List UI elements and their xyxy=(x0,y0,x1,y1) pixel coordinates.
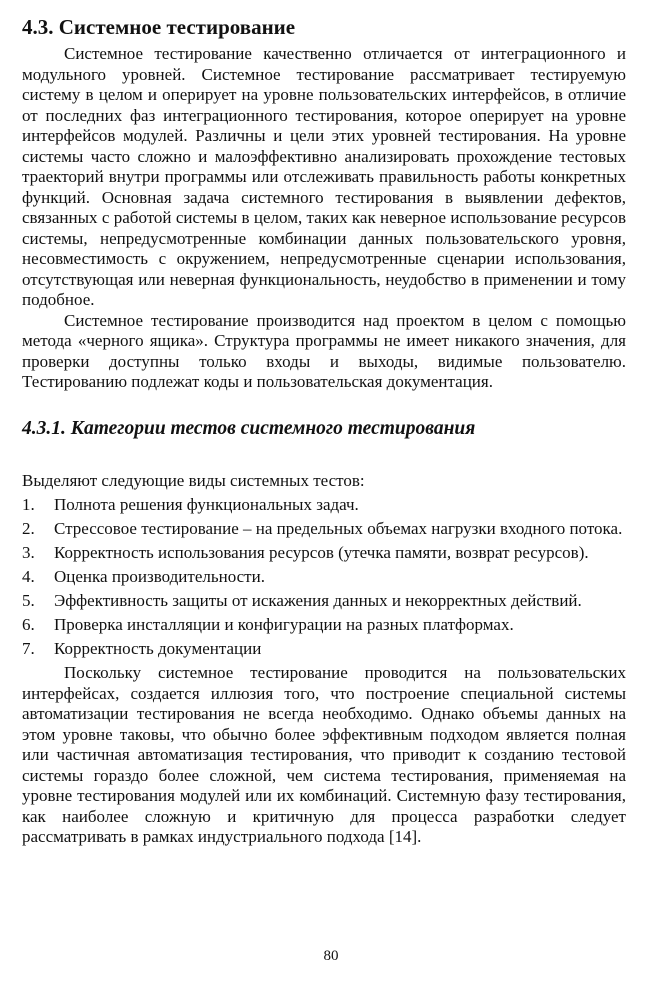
list-item-text: Оценка производительности. xyxy=(54,567,265,586)
list-item xyxy=(22,495,626,516)
list-item xyxy=(22,615,626,636)
list-item xyxy=(22,591,626,612)
list-item-text: Корректность использования ресурсов (утечка памяти, возврат ресурсов). xyxy=(54,543,589,562)
closing-paragraph: Поскольку системное тестирование проводится на пользовательских интерфейсах, создается иллюзия того, что построение специальной системы автоматизации тестирования не всегда необходимо. Однако объемы данных на этом уровне таковы, что обычно более эффективным подходом является полная или частичная автоматизация тестирования, что приводит к созданию тестовой системы гораздо более сложной, чем система тестирования, применяемая на уровне тестирования модулей или их комбинаций. Системную фазу тестирования, как наиболее сложную и критичную для процесса разработки следует рассматривать в рамках индустриального подхода [14]. xyxy=(22,663,626,846)
list-item xyxy=(22,543,626,564)
list-item-number: 2. xyxy=(22,519,35,538)
list-item-number: 7. xyxy=(22,639,35,658)
section-paragraph-1: Системное тестирование качественно отличается от интеграционного и модульного уровней. Системное тестирование рассматривает тестируемую систему в целом и оперирует на уровне пользовательских интерфейсов, в отличие от последних фаз интеграционного тестирования, которое оперирует на уровне интерфейсов модулей. Различны и цели этих уровней тестирования. На уровне системы часто сложно и малоэффективно анализировать прохождение тестовых траекторий внутри программы или отслеживать правильность работы конкретных функций. Основная задача системного тестирования в выявлении дефектов, связанных с работой системы в целом, таких как неверное использование ресурсов системы, непредусмотренные комбинации данных пользовательского уровня, несовместимость с окружением, непредусмотренные сценарии использования, отсутствующая или неверная функциональность, неудобство в применении и тому подобное. xyxy=(22,44,626,309)
list-item-number: 6. xyxy=(22,615,35,634)
list-item-text: Эффективность защиты от искажения данных и некорректных действий. xyxy=(54,591,582,610)
subsection-heading: 4.3.1. Категории тестов системного тестирования xyxy=(22,417,476,439)
list-item-number: 5. xyxy=(22,591,35,610)
list-item xyxy=(22,519,626,540)
test-categories-list xyxy=(22,495,626,660)
section-paragraph-2: Системное тестирование производится над проектом в целом с помощью метода «черного ящика». Структура программы не имеет никакого значения, для проверки доступны только входы и выходы, видимые пользователю. Тестированию подлежат коды и пользовательская документация. xyxy=(22,310,626,391)
list-item-text: Полнота решения функциональных задач. xyxy=(54,495,359,514)
list-item xyxy=(22,639,626,660)
list-item-number: 4. xyxy=(22,567,35,586)
section-heading: 4.3. Системное тестирование xyxy=(22,15,296,39)
list-item-text: Корректность документации xyxy=(54,639,262,658)
list-item-number: 3. xyxy=(22,543,35,562)
list-item-text: Стрессовое тестирование – на предельных объемах нагрузки входного потока. xyxy=(54,519,623,538)
list-item-number: 1. xyxy=(22,495,35,514)
list-item-text: Проверка инсталляции и конфигурации на разных платформах. xyxy=(54,615,514,634)
page-number: 80 xyxy=(323,948,339,964)
list-item xyxy=(22,567,626,588)
list-intro: Выделяют следующие виды системных тестов: xyxy=(22,470,365,490)
